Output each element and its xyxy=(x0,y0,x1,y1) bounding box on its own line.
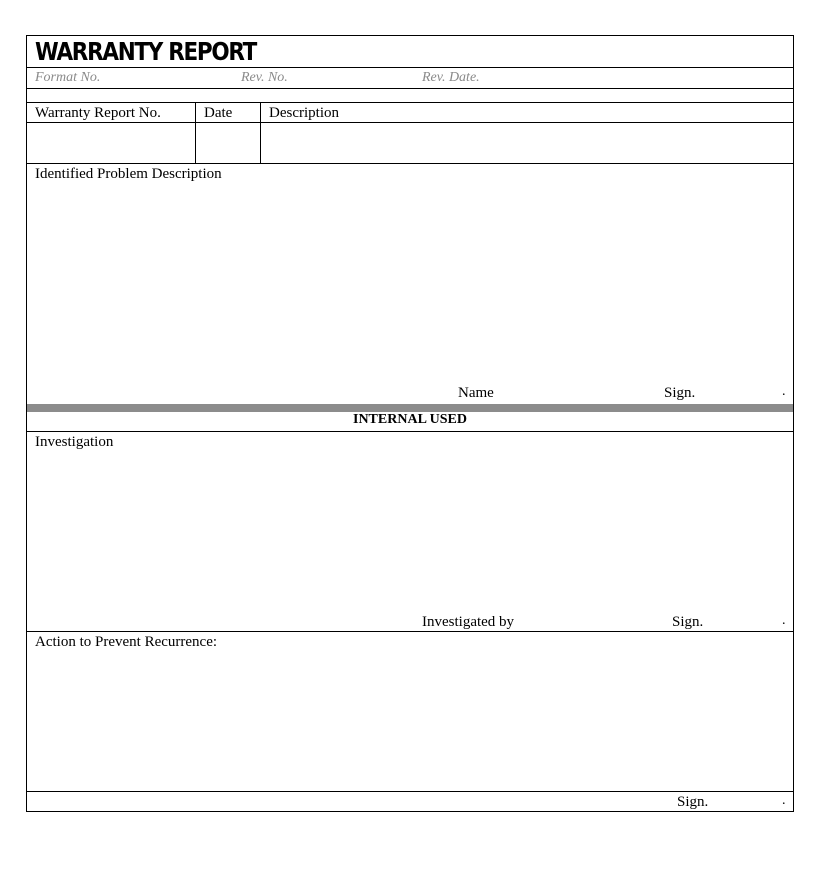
rev-date-label: Rev. Date. xyxy=(422,70,480,85)
divider xyxy=(27,631,793,632)
divider xyxy=(27,67,793,68)
form-title: WARRANTY REPORT xyxy=(35,37,257,66)
divider xyxy=(27,102,793,103)
investigation-field[interactable] xyxy=(27,452,793,612)
report-no-field[interactable] xyxy=(27,123,195,163)
action-label: Action to Prevent Recurrence: xyxy=(35,634,218,650)
action-field[interactable] xyxy=(27,652,793,791)
divider xyxy=(27,431,793,432)
sign-end-mark: . xyxy=(782,793,786,808)
investigation-label: Investigation xyxy=(35,434,114,450)
format-no-label: Format No. xyxy=(35,70,101,85)
section-separator-band xyxy=(27,404,793,412)
report-no-header: Warranty Report No. xyxy=(35,105,161,121)
warranty-report-form xyxy=(26,35,794,812)
investigation-sign-label: Sign. xyxy=(672,614,704,630)
internal-used-heading: INTERNAL USED xyxy=(353,412,467,427)
investigated-by-label: Investigated by xyxy=(422,614,515,630)
date-field[interactable] xyxy=(196,123,260,163)
rev-no-label: Rev. No. xyxy=(241,70,288,85)
divider xyxy=(27,88,793,89)
description-header: Description xyxy=(269,105,339,121)
divider xyxy=(27,791,793,792)
sign-label: Sign. xyxy=(664,385,696,401)
date-header: Date xyxy=(204,105,233,121)
sign-end-mark: . xyxy=(782,384,786,399)
name-label: Name xyxy=(458,385,494,401)
problem-description-label: Identified Problem Description xyxy=(35,166,222,182)
divider xyxy=(27,163,793,164)
description-field[interactable] xyxy=(261,123,793,163)
problem-description-field[interactable] xyxy=(27,184,793,384)
sign-end-mark: . xyxy=(782,613,786,628)
footer-sign-label: Sign. xyxy=(677,794,709,810)
